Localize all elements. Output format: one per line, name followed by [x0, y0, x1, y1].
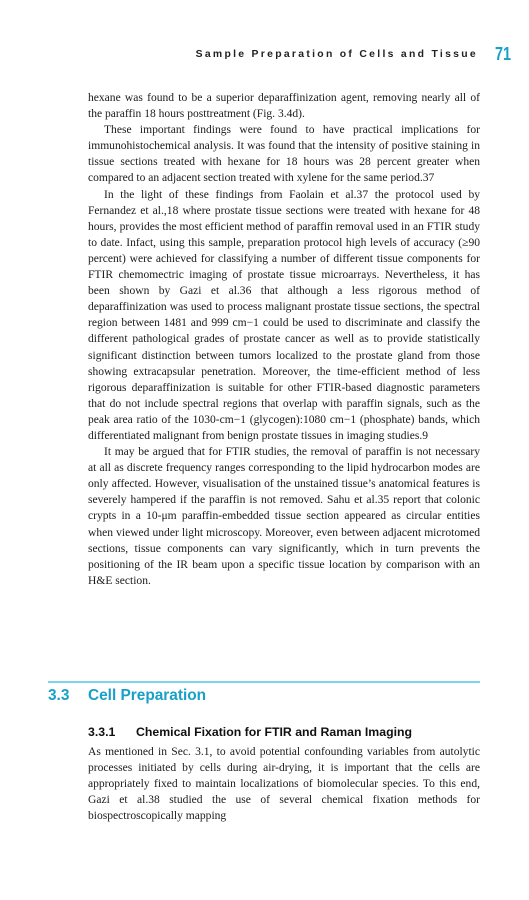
section-heading — [48, 687, 480, 705]
paragraph: These important findings were found to have practical implications for immunohistochemical analysis. It was found that the intensity of positive staining in tissue sections treated with hexane for 18 hours was 28 percent greater when compared to an adjacent section treated with xylene for the same period.37 — [88, 124, 480, 185]
subsection-heading — [88, 725, 480, 739]
subsection-number: 3.3.1 — [88, 725, 116, 739]
paragraph: As mentioned in Sec. 3.1, to avoid potential confounding variables from autolytic processes initiated by cells during air-drying, it is important that the cells are appropriately fixed to maintain localizations of biomolecular species. To this end, Gazi et al.38 studied the use of several chemical fixation methods for biospectroscopically mapping — [88, 746, 480, 823]
body-text-block — [88, 90, 480, 589]
paragraph: hexane was found to be a superior deparaffinization agent, removing nearly all of the paraffin 18 hours posttreatment (Fig. 3.4d). — [88, 92, 480, 121]
subsection-title: Chemical Fixation for FTIR and Raman Imaging — [136, 725, 413, 739]
section-number: 3.3 — [48, 687, 70, 704]
paragraph: In the light of these findings from Faolain et al.37 the protocol used by Fernandez et al.,18 where prostate tissue sections were treated with hexane for 48 hours, provides the most efficient method of paraffin removal used in an FTIR study to date. Infact, using this sample, preparation protocol high levels of accuracy (≥90 percent) were achieved for classifying a number of different tissue components for FTIR chemomectric imaging of prostate tissue microarrays. Nevertheless, it has been shown by Gazi et al.36 that although a less rigorous method of deparaffinization was used to process malignant prostate tissue sections, the spectral region between 1481 and 999 cm−1 could be used to discriminate and classify the different pathological grades of prostate cancer as well as to provide statistically significant distinction between tumors localized to the prostate gland from those showing extracapsular penetration. Moreover, the time-efficient method of less rigorous deparaffinization is suitable for other FTIR-based diagnostic parameters that do not include spectral regions that overlap with paraffin signals, such as the peak area ratio of the 1030-cm−1 (glycogen):1080 cm−1 (phosphate) bands, which differentiated malignant from benign prostate tissues in imaging studies.9 — [88, 188, 480, 442]
section-divider — [48, 681, 480, 683]
section-body-text — [88, 744, 480, 824]
paragraph: It may be argued that for FTIR studies, the removal of paraffin is not necessary at all as discrete frequency ranges corresponding to the lipid hydrocarbon modes are only affected. However, visualisation of the unstained tissue’s anatomical features is severely hampered if the paraffin is not removed. Sahu et al.35 report that colonic crypts in a 10-μm paraffin-embedded tissue section appeared as circular entities when viewed under light microscopy. Moreover, even between adjacent microtomed sections, tissue components can vary significantly, which in turn prevents the positioning of the IR beam upon a specific tissue location by comparison with an H&E section. — [88, 446, 480, 587]
page-number: 71 — [495, 44, 512, 64]
running-header-title: Sample Preparation of Cells and Tissue — [195, 49, 478, 60]
section-title: Cell Preparation — [88, 687, 207, 704]
